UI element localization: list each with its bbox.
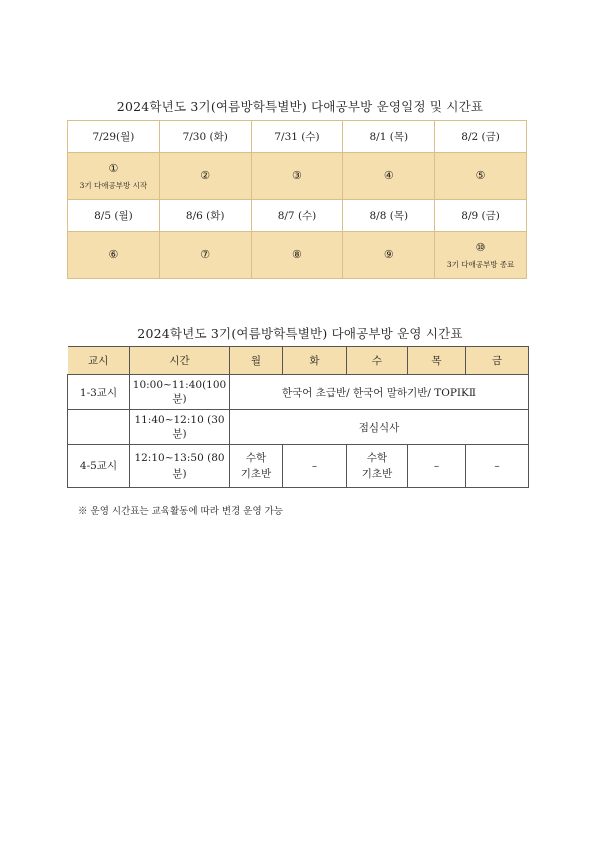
week2-sessions-row <box>68 232 527 279</box>
session-number: ① <box>108 161 119 175</box>
date-cell: 7/31 (수) <box>251 121 343 153</box>
week1-dates-row <box>68 121 527 153</box>
session-number: ⑤ <box>475 169 486 182</box>
lunch-cell: 점심식사 <box>230 410 529 445</box>
time-cell: 12:10~13:50 (80분) <box>130 445 230 488</box>
session-note: 3기 다애공부방 종료 <box>446 259 515 269</box>
time-cell: 11:40~12:10 (30분) <box>130 410 230 445</box>
period-cell: 1-3교시 <box>68 375 130 410</box>
header-time: 시간 <box>130 347 230 375</box>
timetable-header-row <box>68 347 529 375</box>
session-note: 3기 다애공부방 시작 <box>79 180 148 190</box>
class-content-cell: 한국어 초급반/ 한국어 말하기반/ TOPIKⅡ <box>230 375 529 410</box>
header-mon: 월 <box>230 347 283 375</box>
session-number: ⑩ <box>475 240 486 254</box>
session-cell <box>343 153 435 200</box>
date-cell: 8/7 (수) <box>251 200 343 232</box>
schedule-title: 2024학년도 3기(여름방학특별반) 다애공부방 운영일정 및 시간표 <box>116 99 484 114</box>
class-level: 기초반 <box>361 468 393 480</box>
period-cell: 4-5교시 <box>68 445 130 488</box>
session-cell <box>435 153 527 200</box>
week2-dates-row <box>68 200 527 232</box>
header-fri: 금 <box>466 347 529 375</box>
mon-cell <box>230 445 283 488</box>
session-number: ④ <box>383 169 394 182</box>
date-cell: 8/6 (화) <box>159 200 251 232</box>
session-number: ⑦ <box>200 248 211 261</box>
header-thu: 목 <box>408 347 466 375</box>
class-name: 수학 <box>245 452 267 464</box>
session-number: ③ <box>292 169 302 182</box>
date-cell: 8/8 (목) <box>343 200 435 232</box>
session-cell <box>343 232 435 279</box>
time-cell: 10:00~11:40(100분) <box>130 375 230 410</box>
session-number: ⑧ <box>292 248 302 261</box>
schedule-table <box>67 120 527 279</box>
tue-cell: – <box>283 445 347 488</box>
session-cell <box>251 232 343 279</box>
footnote: ※ 운영 시간표는 교육활동에 따라 변경 운영 가능 <box>78 506 284 517</box>
session-cell <box>159 153 251 200</box>
session-number: ② <box>200 169 211 182</box>
session-cell <box>251 153 343 200</box>
header-tue: 화 <box>283 347 347 375</box>
session-number: ⑨ <box>383 248 394 261</box>
session-cell <box>68 232 160 279</box>
header-wed: 수 <box>347 347 408 375</box>
date-cell: 7/30 (화) <box>159 121 251 153</box>
thu-cell: – <box>408 445 466 488</box>
session-cell <box>159 232 251 279</box>
week1-sessions-row <box>68 153 527 200</box>
timetable-table <box>67 346 529 488</box>
fri-cell: – <box>466 445 529 488</box>
date-cell: 8/5 (월) <box>68 200 160 232</box>
class-level: 기초반 <box>240 468 272 480</box>
timetable-row <box>68 410 529 445</box>
period-cell <box>68 410 130 445</box>
timetable-row <box>68 445 529 488</box>
session-cell <box>435 232 527 279</box>
timetable-title: 2024학년도 3기(여름방학특별반) 다애공부방 운영 시간표 <box>137 326 463 341</box>
wed-cell <box>347 445 408 488</box>
header-period: 교시 <box>68 347 130 375</box>
session-cell <box>68 153 160 200</box>
date-cell: 7/29(월) <box>68 121 160 153</box>
timetable-row <box>68 375 529 410</box>
date-cell: 8/1 (목) <box>343 121 435 153</box>
date-cell: 8/9 (금) <box>435 200 527 232</box>
class-name: 수학 <box>366 452 388 464</box>
date-cell: 8/2 (금) <box>435 121 527 153</box>
session-number: ⑥ <box>108 248 119 261</box>
